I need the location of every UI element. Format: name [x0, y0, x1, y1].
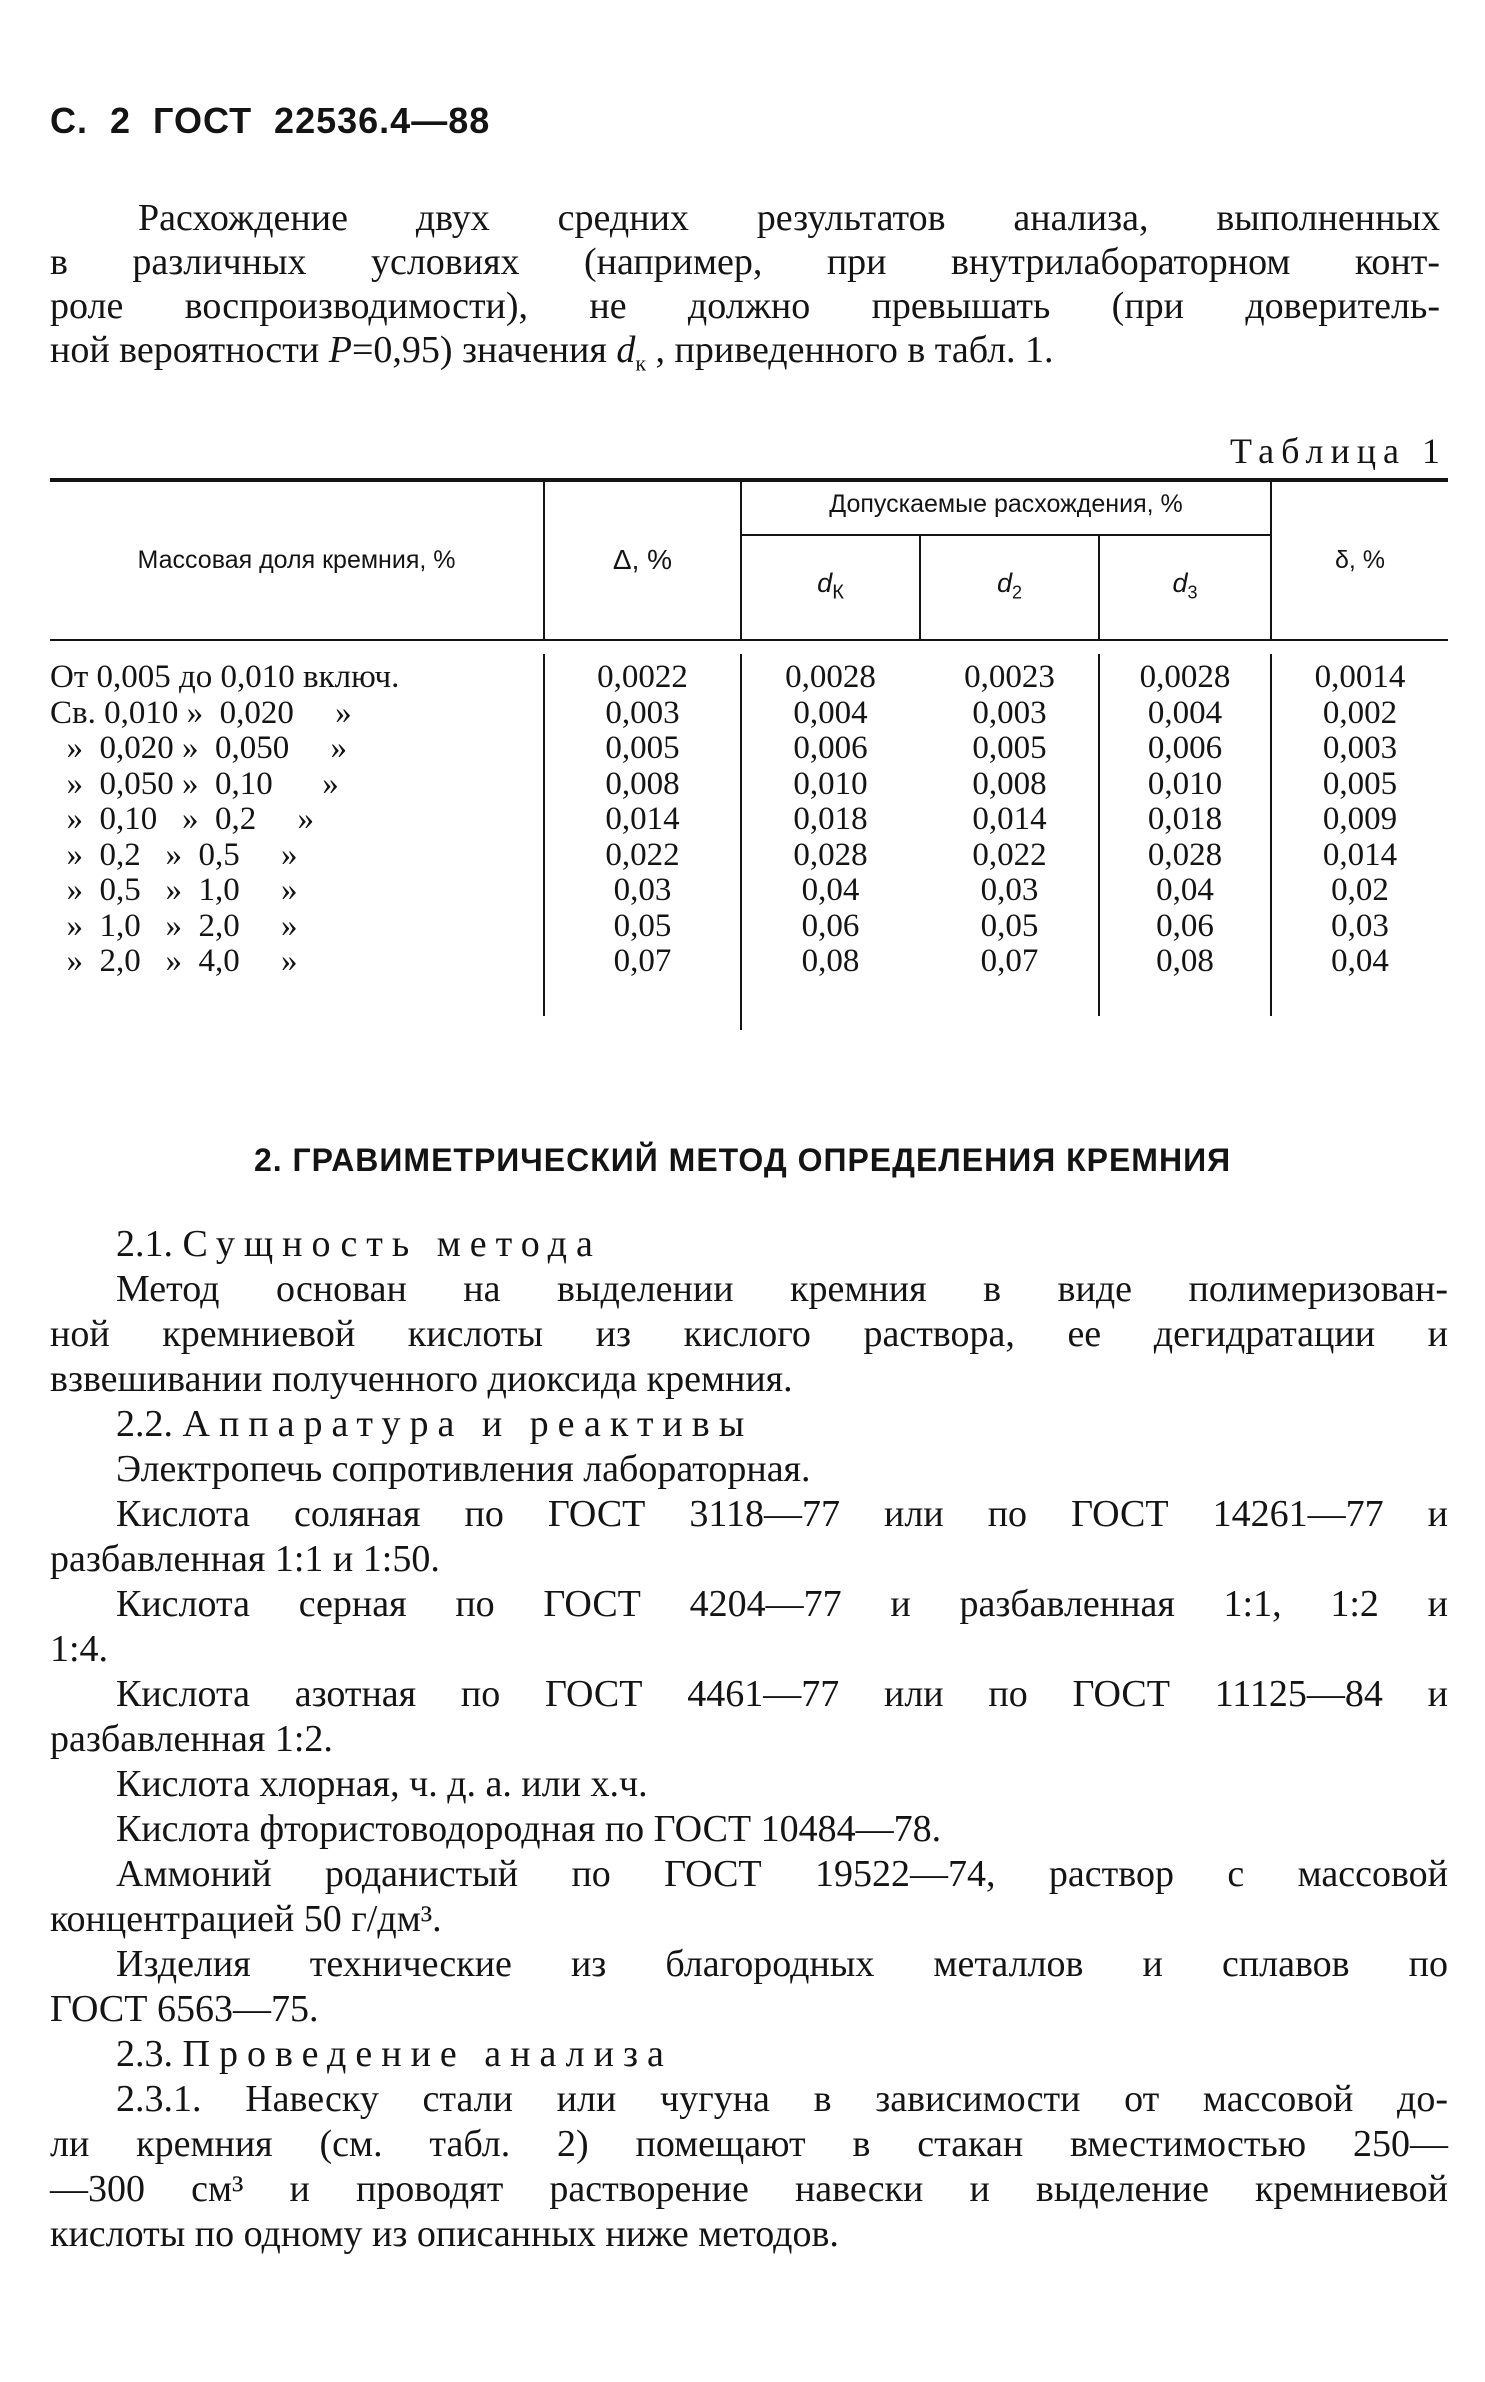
cell-d3: 0,004	[1147, 694, 1223, 731]
cell-d2: 0,014	[972, 801, 1047, 837]
reagent-6-line-1: Кислота фтористоводородная по ГОСТ 10484—78.	[116, 1808, 942, 1850]
cell-d2: 0,0023	[964, 659, 1055, 695]
intro-line-1: Расхождение двух средних результатов анализа, выполненных	[138, 197, 1440, 239]
intro-line-4b: =0,95) значения	[351, 329, 617, 371]
cell-d3: 0,08	[1156, 943, 1214, 979]
header-mass-fraction: Массовая доля кремния, %	[137, 546, 456, 574]
dk-subscript: к	[635, 350, 647, 376]
intro-paragraph	[50, 196, 1440, 386]
cell-d2: 0,022	[972, 836, 1047, 873]
cell-sd: 0,03	[1331, 907, 1389, 944]
cell-sd: 0,003	[1322, 730, 1398, 766]
cell-delta: 0,03	[613, 872, 672, 908]
subsection-2-2-title	[50, 1402, 1448, 1447]
reagent-8-line-1: Изделия технические из благородных металлов и сплавов по	[116, 1943, 1448, 1985]
cell-dk: 0,028	[793, 836, 868, 873]
table-header-bottom-rule	[50, 639, 1448, 641]
row-label: Св. 0,010 » 0,020 »	[50, 694, 352, 731]
cell-d3: 0,018	[1147, 801, 1223, 837]
intro-line-2: в различных условиях (например, при внутрилабораторном конт-	[50, 241, 1440, 283]
cell-dk: 0,04	[801, 872, 860, 908]
cell-sd: 0,0014	[1314, 659, 1406, 695]
cell-delta: 0,005	[605, 730, 680, 766]
reagent-2-line-2: разбавленная 1:1 и 1:50.	[50, 1538, 440, 1580]
subsection-2-3-title	[50, 2032, 1448, 2077]
cell-dk: 0,06	[801, 907, 860, 944]
cell-sd: 0,005	[1322, 765, 1398, 802]
running-head: С. 2 ГОСТ 22536.4—88	[50, 100, 491, 141]
subsection-2-3-name: Проведение анализа	[182, 2033, 673, 2075]
subsection-2-1-num: 2.1.	[116, 1223, 173, 1265]
p21-line-3: взвешивании полученного диоксида кремния.	[50, 1358, 793, 1400]
section-2-heading: 2. ГРАВИМЕТРИЧЕСКИЙ МЕТОД ОПРЕДЕЛЕНИЯ КРЕМНИЯ	[253, 1142, 1232, 1178]
header-dk-sub: К	[832, 581, 844, 604]
reagent-5-line-1: Кислота хлорная, ч. д. а. или х.ч.	[116, 1763, 648, 1805]
table-top-rule	[50, 478, 1448, 482]
table-header-subrule	[740, 534, 1270, 536]
row-label: » 0,2 » 0,5 »	[50, 836, 298, 873]
cell-d3: 0,006	[1147, 730, 1223, 766]
cell-dk: 0,010	[793, 765, 868, 802]
header-d2-sub: 2	[1012, 582, 1023, 603]
reagent-3-line-2: 1:4.	[50, 1628, 109, 1670]
cell-d2: 0,005	[972, 730, 1047, 766]
p231-line-2: ли кремния (см. табл. 2) помещают в стакан вместимостью 250—	[50, 2123, 1448, 2165]
header-delta: Δ, %	[612, 544, 673, 575]
cell-dk: 0,018	[793, 801, 868, 837]
p-symbol: P	[328, 329, 352, 371]
intro-line-4	[50, 328, 1440, 386]
table-caption: Таблица 1	[1230, 431, 1447, 471]
cell-delta: 0,07	[613, 943, 672, 979]
header-allowed-differences: Допускаемые расхождения, %	[829, 490, 1183, 518]
subsection-2-3-num: 2.3.	[116, 2033, 173, 2075]
cell-d3: 0,06	[1156, 907, 1214, 944]
p231-line-3: —300 см³ и проводят растворение навески и выделение кремниевой	[50, 2168, 1448, 2210]
row-label: » 0,050 » 0,10 »	[50, 765, 339, 802]
intro-line-4c: , приведенного в табл. 1.	[646, 329, 1054, 371]
row-label: » 0,10 » 0,2 »	[50, 801, 314, 837]
header-d2-d: d	[996, 568, 1012, 598]
cell-dk: 0,004	[793, 694, 868, 731]
subsection-2-1-name: Сущность метода	[182, 1223, 602, 1265]
cell-d2: 0,008	[972, 765, 1047, 802]
header-d3-d: d	[1172, 568, 1188, 598]
subsection-2-2-name: Аппаратура и реактивы	[182, 1403, 754, 1445]
cell-sd: 0,02	[1331, 872, 1389, 908]
reagent-2-line-1: Кислота соляная по ГОСТ 3118—77 или по ГОСТ 14261—77 и	[116, 1493, 1448, 1535]
reagents-list	[50, 1447, 1448, 2032]
dk-symbol: d	[616, 329, 636, 371]
subsection-2-1-title	[50, 1222, 1448, 1267]
cell-dk: 0,0028	[785, 659, 876, 695]
p231-line-1: 2.3.1. Навеску стали или чугуна в зависимости от массовой до-	[116, 2078, 1448, 2120]
reagent-1-line-1: Электропечь сопротивления лабораторная.	[116, 1448, 811, 1490]
cell-dk: 0,006	[793, 730, 868, 766]
row-label: » 0,020 » 0,050 »	[50, 730, 347, 766]
reagent-8-line-2: ГОСТ 6563—75.	[50, 1988, 319, 2030]
intro-line-3: роле воспроизводимости), не должно превышать (при доверитель-	[50, 285, 1440, 327]
cell-d2: 0,07	[980, 943, 1039, 979]
cell-sd: 0,014	[1322, 836, 1398, 873]
cell-sd: 0,04	[1331, 943, 1389, 979]
row-label: От 0,005 до 0,010 включ.	[50, 659, 400, 695]
row-label: » 1,0 » 2,0 »	[50, 907, 298, 944]
cell-d3: 0,028	[1147, 836, 1223, 873]
reagent-4-line-2: разбавленная 1:2.	[50, 1718, 333, 1760]
cell-d2: 0,03	[980, 872, 1039, 908]
p231-line-4: кислоты по одному из описанных ниже методов.	[50, 2213, 839, 2255]
subsection-2-2-num: 2.2.	[116, 1403, 173, 1445]
reagent-3-line-1: Кислота серная по ГОСТ 4204—77 и разбавленная 1:1, 1:2 и	[116, 1583, 1448, 1625]
intro-line-4a: ной вероятности	[50, 329, 329, 371]
header-dk	[742, 568, 919, 604]
cell-d3: 0,010	[1147, 765, 1223, 802]
reagent-7-line-2: концентрацией 50 г/дм³.	[50, 1898, 442, 1940]
p21-line-1: Метод основан на выделении кремния в виде полимеризован-	[116, 1268, 1448, 1310]
cell-dk: 0,08	[801, 943, 860, 979]
cell-delta: 0,014	[605, 801, 680, 837]
row-label: » 2,0 » 4,0 »	[50, 943, 298, 979]
cell-delta: 0,05	[613, 907, 672, 944]
reagent-4-line-1: Кислота азотная по ГОСТ 4461—77 или по ГОСТ 11125—84 и	[116, 1673, 1448, 1715]
row-label: » 0,5 » 1,0 »	[50, 872, 298, 908]
cell-d3: 0,0028	[1139, 659, 1231, 695]
header-dk-d: d	[817, 568, 833, 598]
reagent-7-line-1: Аммоний роданистый по ГОСТ 19522—74, раствор с массовой	[116, 1853, 1448, 1895]
header-d2	[921, 568, 1098, 603]
cell-d2: 0,05	[980, 907, 1039, 944]
cell-sd: 0,009	[1322, 801, 1398, 837]
section-2-body	[50, 1222, 1448, 2257]
cell-delta: 0,003	[605, 694, 680, 731]
table-1	[50, 478, 1448, 1030]
header-d3	[1100, 568, 1270, 603]
cell-delta: 0,0022	[597, 659, 688, 695]
header-d3-sub: 3	[1187, 582, 1198, 603]
cell-d3: 0,04	[1156, 872, 1214, 908]
cell-delta: 0,008	[605, 765, 680, 802]
cell-d2: 0,003	[972, 694, 1047, 731]
cell-sd: 0,002	[1322, 694, 1398, 731]
header-small-delta: δ, %	[1334, 546, 1386, 574]
p21-line-2: ной кремниевой кислоты из кислого раствора, ее дегидратации и	[50, 1313, 1448, 1355]
cell-delta: 0,022	[605, 836, 680, 873]
